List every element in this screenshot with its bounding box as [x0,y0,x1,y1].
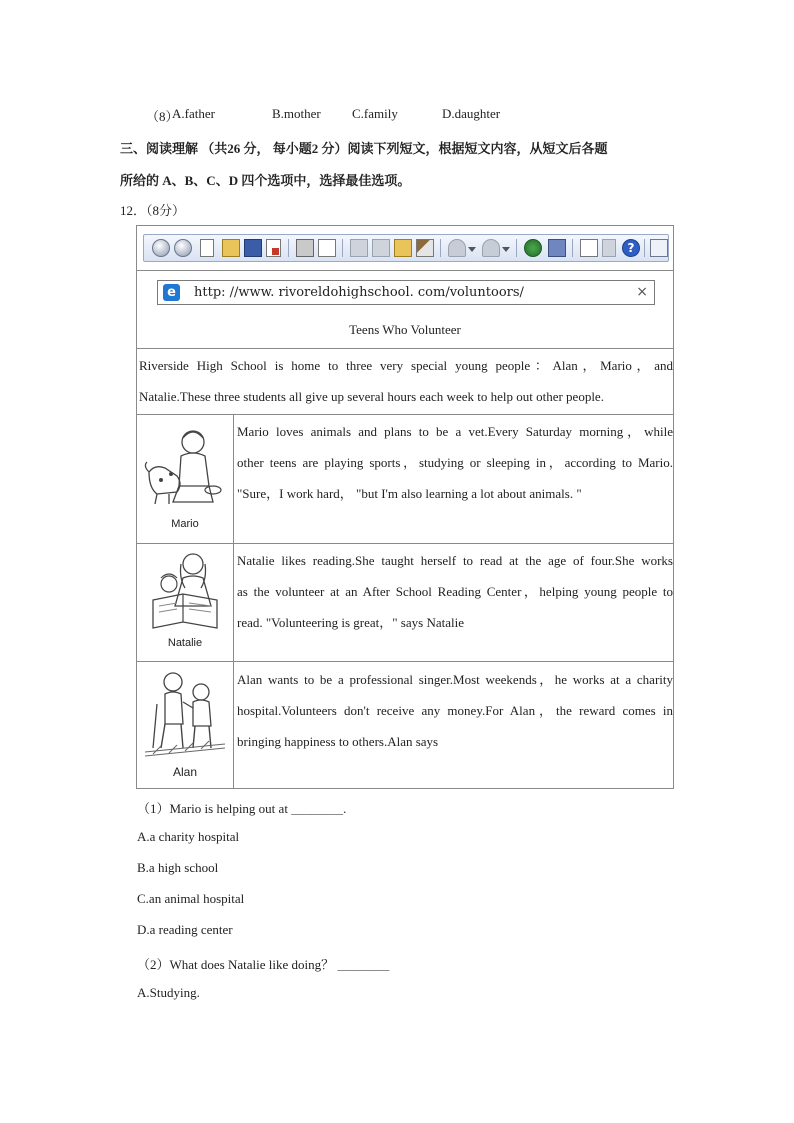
page-heading: Teens Who Volunteer [349,322,461,337]
question-2-option: A.Studying. [137,985,200,1000]
divider [137,270,673,271]
toolbar-separator [440,239,441,257]
intro-line: Natalie.These three students all give up several hours each week to help out other people. [139,389,604,404]
question-1-option: A.a charity hospital [137,829,240,844]
toolbar-separator [572,239,573,257]
undo-icon[interactable] [448,239,466,257]
option-d: D.daughter [442,106,501,121]
option-b: B.mother [272,106,321,121]
display-icon[interactable] [580,239,598,257]
question-8-options [146,106,546,124]
divider [137,414,673,415]
new-document-icon[interactable] [200,239,214,257]
mario-line: Mario loves animals and plans to be a vet.Every Saturday morning，while [237,424,673,439]
divider [137,661,673,662]
natalie-line: as the volunteer at an After School Reading Center，helping young people to [237,584,673,599]
section-3-instructions-line-1: 三、阅读理解 （共26 分， 每小题2 分）阅读下列短文，根据短文内容，从短文后各题 [120,141,608,156]
alan-illustration [143,668,227,778]
webpage-panel [136,225,674,789]
address-url: http: //www. rivoreldohighschool. com/voluntoors/ [194,285,524,300]
question-1-option: D.a reading center [137,922,233,937]
toolbar-separator [288,239,289,257]
address-bar[interactable] [157,280,655,305]
column-divider [233,414,234,788]
intro-paragraph [139,350,673,412]
redo-icon[interactable] [482,239,500,257]
mario-paragraph [237,416,673,509]
toolbar-separator [342,239,343,257]
natalie-line: Natalie likes reading.She taught herself to read at the age of four.She works [237,553,673,568]
option-c: C.family [352,106,398,121]
option-number: （8） [146,109,179,124]
mario-label: Mario [171,518,199,530]
print-icon[interactable] [296,239,314,257]
browser-logo-icon: e [163,284,180,301]
undo-dropdown-icon[interactable] [468,247,476,252]
back-icon[interactable] [152,239,170,257]
divider [137,348,673,349]
redo-dropdown-icon[interactable] [502,247,510,252]
section-3-instructions-line-2: 所给的 A、B、C、D 四个选项中，选择最佳选项。 [120,173,411,188]
alan-line: hospital.Volunteers don't receive any money.For Alan，the reward comes in [237,703,673,718]
mario-line: "Sure，I work hard， "but I'm also learning a lot about animals. " [237,486,582,501]
question-1-option: C.an animal hospital [137,891,245,906]
divider [137,543,673,544]
pointer-help-icon[interactable] [602,239,616,257]
save-disk-icon[interactable] [244,239,262,257]
natalie-paragraph [237,545,673,638]
alan-line: Alan wants to be a professional singer.Most weekends，he works at a charity [237,672,673,687]
close-icon[interactable]: × [636,284,648,300]
natalie-line: read. "Volunteering is great，" says Natalie [237,615,464,630]
mario-line: other teens are playing sports，studying or sleeping in，according to Mario. [237,455,673,470]
question-2-stem: （2）What does Natalie like doing？ ＿＿＿＿ [137,957,390,972]
copy-icon[interactable] [372,239,390,257]
pdf-icon[interactable] [266,239,281,257]
browser-toolbar [143,234,669,262]
paste-icon[interactable] [394,239,412,257]
cut-icon[interactable] [350,239,368,257]
question-12-heading: 12．（8分） [120,203,186,218]
alan-line: bringing happiness to others.Alan says [237,734,439,749]
alan-paragraph [237,664,673,757]
question-1-stem: （1）Mario is helping out at ＿＿＿＿. [137,801,347,816]
toolbar-separator [516,239,517,257]
help-icon[interactable]: ? [622,239,640,257]
alan-label: Alan [172,765,198,779]
forward-icon[interactable] [174,239,192,257]
print-preview-icon[interactable] [318,239,336,257]
open-folder-icon[interactable] [222,239,240,257]
format-brush-icon[interactable] [416,239,434,257]
question-1-option: B.a high school [137,860,219,875]
tools-icon[interactable] [548,239,566,257]
mario-illustration [143,422,227,532]
toolbar-separator [644,239,645,257]
hyperlink-globe-icon[interactable] [524,239,542,257]
option-a: A.father [172,106,215,121]
natalie-label: Natalie [167,637,203,649]
intro-line: Riverside High School is home to three very special young people：Alan，Mario，and [139,358,673,373]
book-icon[interactable] [650,239,668,257]
